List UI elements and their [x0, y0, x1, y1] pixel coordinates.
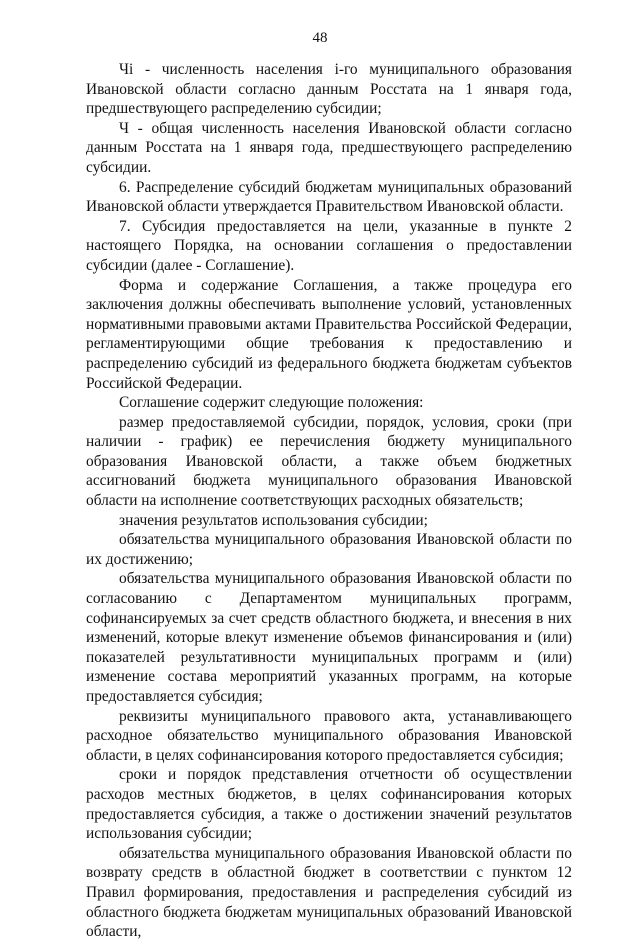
paragraph-item-6: 6. Распределение субсидий бюджетам муниципальных образований Ивановской области утверждается Правительством Ивановской области. — [86, 178, 572, 216]
paragraph-item-7: 7. Субсидия предоставляется на цели, указанные в пункте 2 настоящего Порядка, на основании соглашения о предоставлении субсидии (далее - Соглашение). — [86, 217, 572, 274]
paragraph-legal-act-details: реквизиты муниципального правового акта, устанавливающего расходное обязательство муниципального образования Ивановской области, в целях софинансирования которого предоставляется субсидия; — [86, 707, 572, 764]
document-body — [86, 60, 572, 942]
paragraph-population-total: Ч - общая численность населения Ивановской области согласно данным Росстата на 1 января года, предшествующего распределению субсидии. — [86, 119, 572, 176]
paragraph-subsidy-amount: размер предоставляемой субсидии, порядок, условия, сроки (при наличии - график) ее перечисления бюджету муниципального образования Ивановской области, а также объем бюджетных ассигнований бюджета муниципального образования Ивановской области на исполнение соответствующих расходных обязательств; — [86, 413, 572, 510]
paragraph-program-approval: обязательства муниципального образования Ивановской области по согласованию с Департаментом муниципальных программ, софинансируемых за счет средств областного бюджета, и внесения в них изменений, которые влекут изменение объемов финансирования и (или) показателей результативности муниципальных программ и (или) изменение состава мероприятий указанных программ, на которые предоставляется субсидия; — [86, 570, 572, 705]
paragraph-refund-obligations: обязательства муниципального образования Ивановской области по возврату средств в областной бюджет в соответствии с пунктом 12 Правил формирования, предоставления и распределения субсидий из областного бюджета бюджетам муниципальных образований Ивановской области, — [86, 844, 572, 941]
page-number: 48 — [312, 30, 328, 46]
paragraph-population-i: Чi - численность населения i-го муниципального образования Ивановской области согласно данным Росстата на 1 января года, предшествующего распределению субсидии; — [86, 61, 572, 118]
paragraph-agreement-form: Форма и содержание Соглашения, а также процедура его заключения должны обеспечивать выполнение условий, установленных нормативными правовыми актами Правительства Российской Федерации, регламентирующими общие требования к предоставлению и распределению субсидий из федерального бюджета бюджетам субъектов Российской Федерации. — [86, 276, 572, 392]
paragraph-agreement-contains: Соглашение содержит следующие положения: — [119, 394, 424, 412]
paragraph-reporting: сроки и порядок представления отчетности об осуществлении расходов местных бюджетов, в целях софинансирования которых предоставляется субсидия, а также о достижении значений результатов использования субсидии; — [86, 766, 572, 843]
paragraph-achievement-obligations: обязательства муниципального образования Ивановской области по их достижению; — [86, 531, 572, 568]
paragraph-result-values: значения результатов использования субсидии; — [119, 511, 428, 529]
